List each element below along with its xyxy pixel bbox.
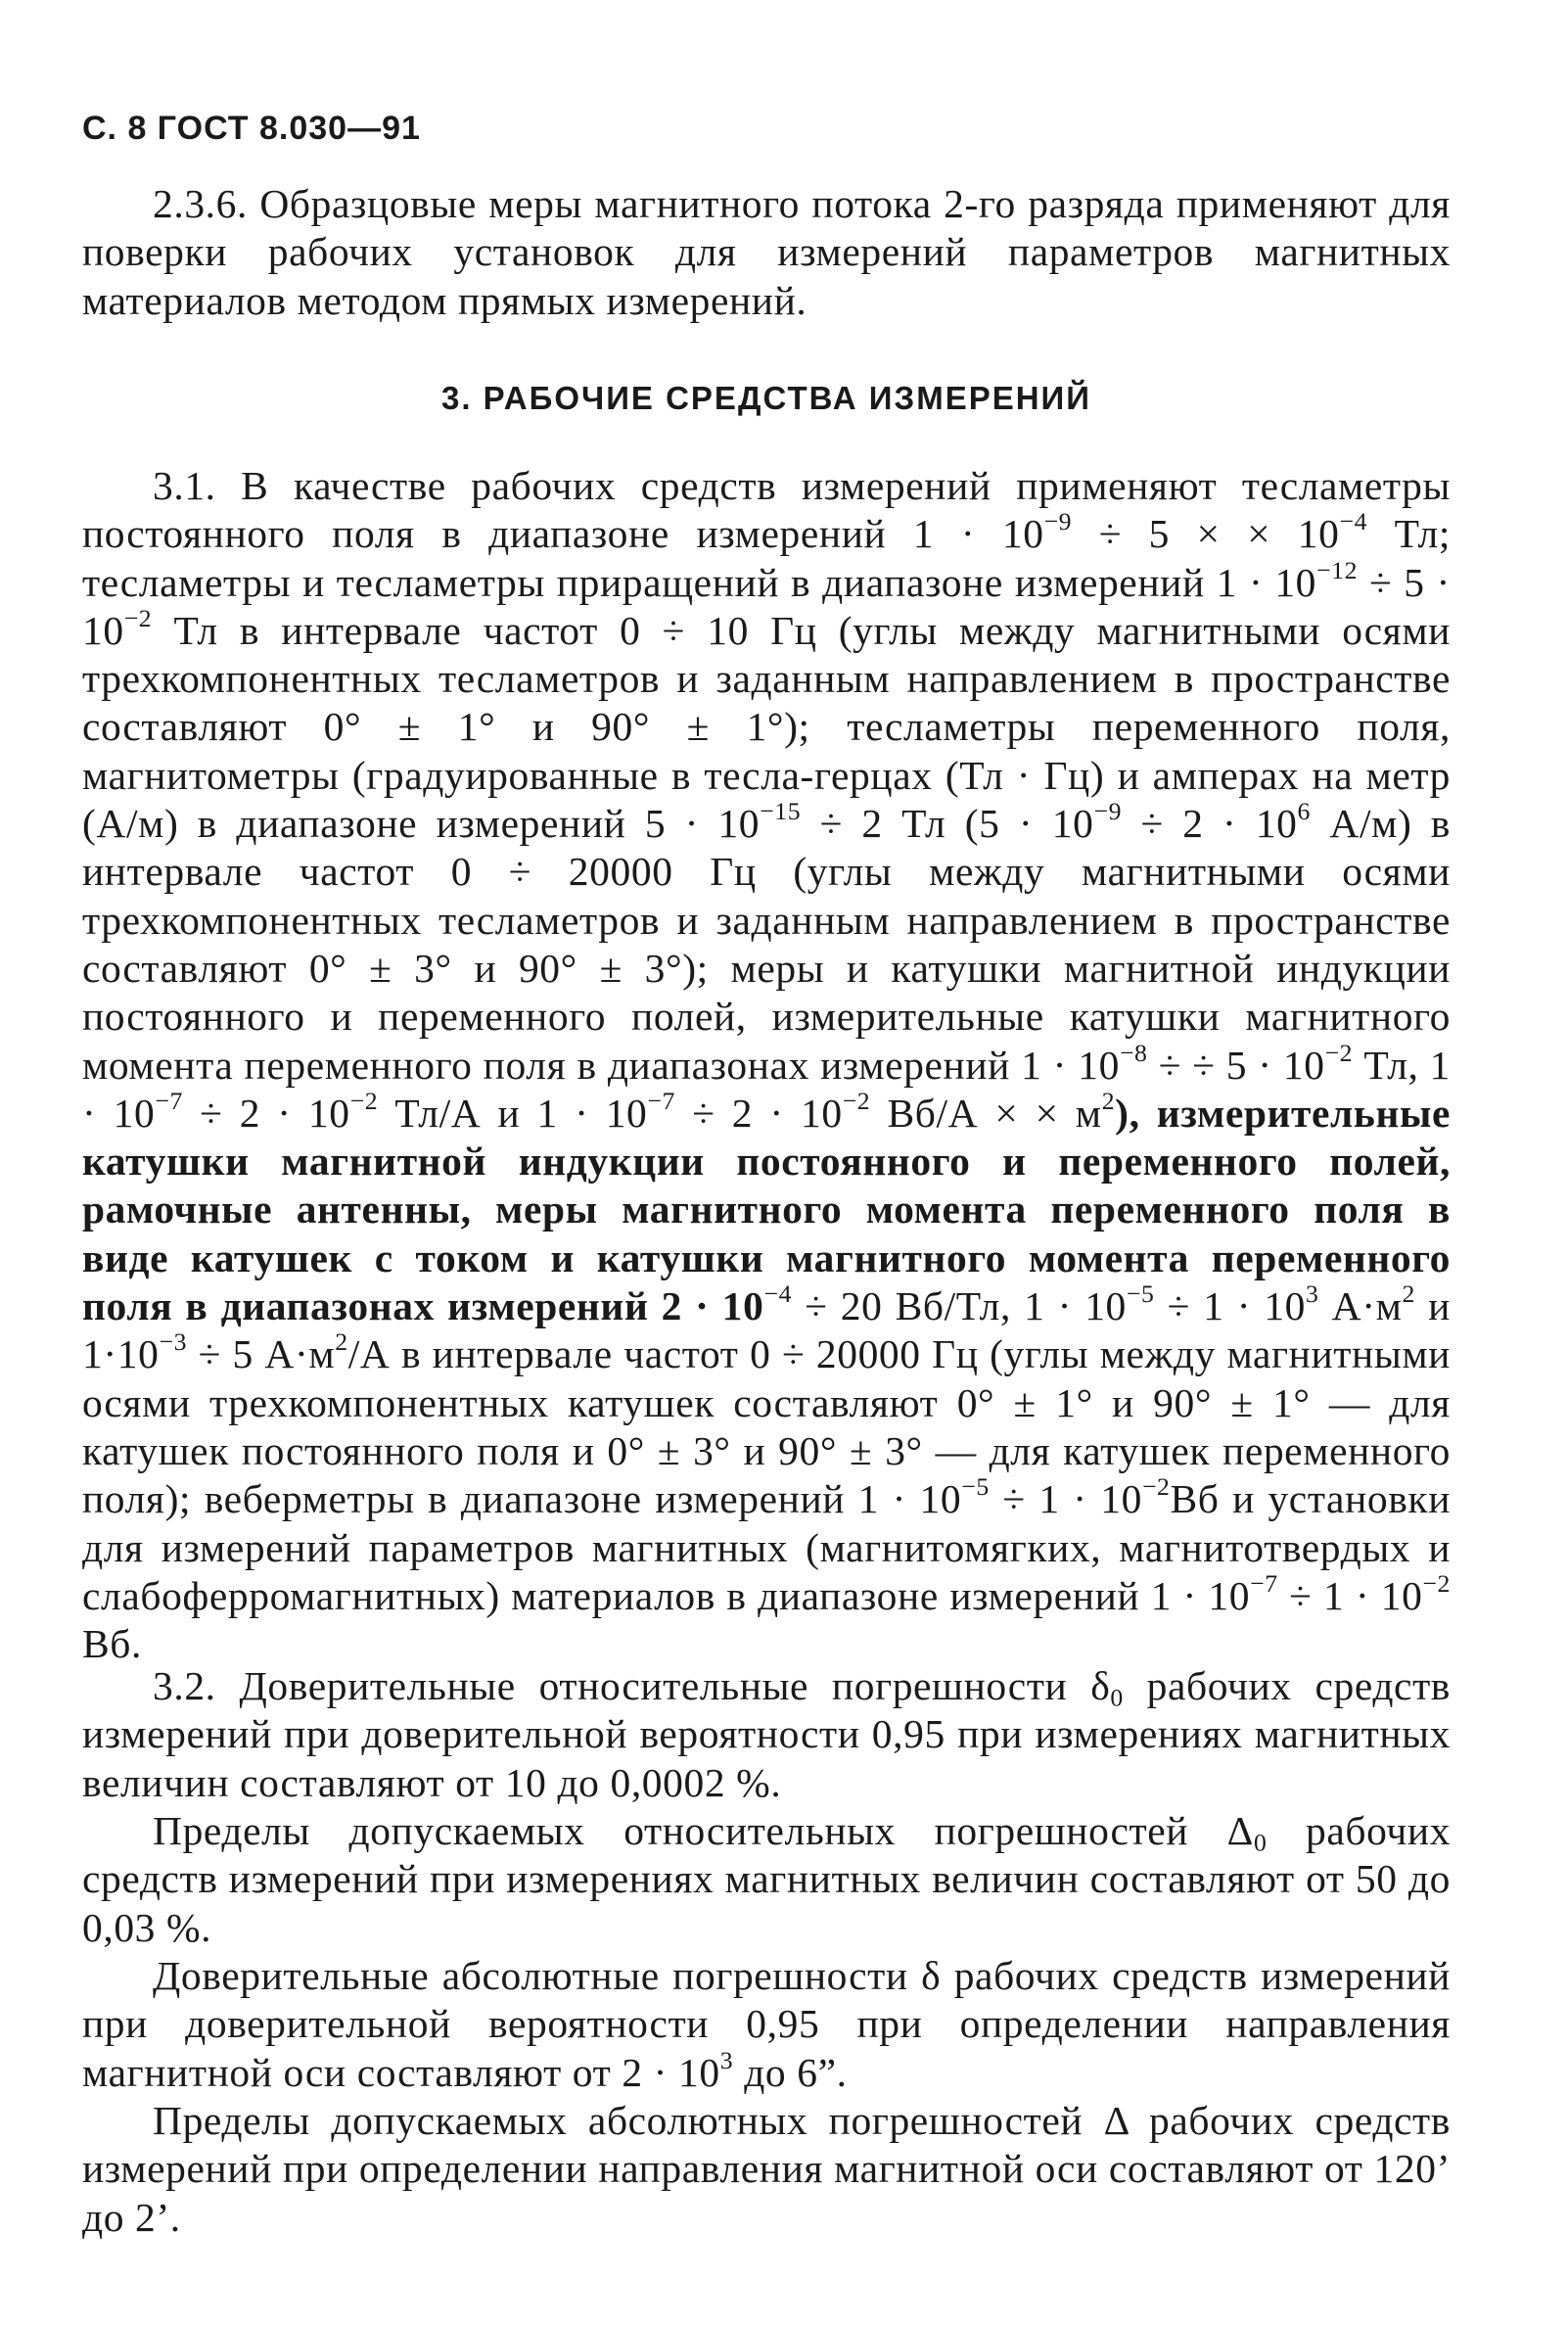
clause-3-1-text: А/м) в интервале частот 0 ÷ 20000 Гц (углы между магнитными осями трехкомпонентных тесламетров и заданным направлением в пространстве составляют 0° ± 3° и 90° ± 3°); меры и катушки магнитной индукции постоянного и переменного полей, измерительные катушки магнитного момента переменного поля в диапазонах измерений 1 · 10 xyxy=(82,801,1451,1088)
exponent: −4 xyxy=(763,1279,793,1309)
clause-3-2-text: рабочих средств измерений при измерениях магнитных величин составляют от 50 до 0,03 %. xyxy=(82,1808,1452,1950)
exponent: −3 xyxy=(159,1327,188,1357)
clause-3-2-text: Доверительные абсолютные погрешности δ рабочих средств измерений при доверительной вероятности 0,95 при определении направления магнитной оси составляют от 2 · 10 xyxy=(82,1953,1451,2095)
exponent: 2 xyxy=(1402,1279,1415,1309)
exponent: −2 xyxy=(842,1086,871,1115)
exponent: −2 xyxy=(1324,1038,1354,1067)
exponent: −7 xyxy=(647,1086,675,1115)
exponent: −5 xyxy=(1126,1279,1155,1309)
running-header: С. 8 ГОСТ 8.030—91 xyxy=(82,110,421,147)
clause-3-1-text: и 1·10 xyxy=(82,1283,1451,1377)
clause-3-1-text: Тл/А и 1 · 10 xyxy=(378,1090,648,1136)
exponent: 2 xyxy=(335,1327,348,1357)
clause-3-1-text: ÷ 2 · 10 xyxy=(1122,801,1298,847)
clause-3-1-text: ÷ 5 · 10 xyxy=(82,559,1451,653)
clause-3-1-text: ÷ 1 · 10 xyxy=(1154,1283,1307,1329)
subscript: 0 xyxy=(1110,1683,1124,1712)
clause-2-3-6: 2.3.6. Образцовые меры магнитного потока 2-го разряда применяют для поверки рабочих установок для измерений параметров магнитных материалов методом прямых измерений. xyxy=(82,181,1451,323)
exponent: 6 xyxy=(1297,797,1311,826)
clause-3-2-text: рабочих средств измерений при доверительной вероятности 0,95 при измерениях магнитных величин составляют от 10 до 0,0002 %. xyxy=(82,1663,1451,1805)
exponent: −12 xyxy=(1316,555,1359,584)
clause-3-1-text: ÷ 1 · 10 xyxy=(1277,1572,1423,1618)
clause-3-1-text: Вб/А × × м xyxy=(870,1090,1102,1136)
clause-3-1-text: Тл; тесламетры и тесламетры приращений в диапазоне измерений 1 · 10 xyxy=(82,511,1451,605)
exponent: −2 xyxy=(349,1086,379,1115)
clause-3-2-text: 3.2. Доверительные относительные погрешности δ xyxy=(153,1663,1111,1708)
exponent: −7 xyxy=(155,1086,183,1115)
exponent: 3 xyxy=(1306,1279,1319,1309)
clause-3-2-text: до 6”. xyxy=(733,2049,848,2095)
clause-3-1-text: ÷ ÷ 5 · 10 xyxy=(1147,1042,1325,1088)
clause-3-2-text: Пределы допускаемых относительных погрешностей Δ xyxy=(153,1808,1254,1853)
clause-3-1-text: ÷ 1 · 10 xyxy=(989,1476,1142,1522)
clause-3-1-text: ÷ 20 Вб/Тл, 1 · 10 xyxy=(792,1283,1127,1329)
clause-3-1-text: ÷ 5 × × 10 xyxy=(1072,511,1340,557)
clause-3-1-text: ÷ 5 А·м xyxy=(187,1331,336,1377)
clause-3-1-text: Вб и установки для измерений параметров магнитных (магнитомягких, магнитотвердых и слабоферромагнитных) материалов в диапазоне измерений 1 · 10 xyxy=(82,1476,1452,1618)
clause-3-1-text: 3.1. В качестве рабочих средств измерений применяют тесламетры постоянного поля в диапазоне измерений 1 · 10 xyxy=(82,463,1451,557)
exponent: −9 xyxy=(1043,507,1073,536)
clause-3-1-text: ÷ 2 · 10 xyxy=(182,1090,350,1136)
clause-3-2-paragraph-1 xyxy=(82,1662,1451,1807)
clause-3-1-text: Тл, 1 · 10 xyxy=(82,1042,1452,1136)
section-heading: 3. РАБОЧИЕ СРЕДСТВА ИЗМЕРЕНИЙ xyxy=(440,380,1091,416)
exponent: −15 xyxy=(760,797,802,826)
exponent: −2 xyxy=(1422,1568,1451,1598)
clause-3-1-text: ), измерительные катушки магнитной индукции постоянного и переменного полей, рамочные антенны, меры магнитного момента переменного поля в виде катушек с током и катушки магнитного момента переменного поля в диапазонах измерений 2 · 10 xyxy=(82,1090,1452,1329)
exponent: −2 xyxy=(123,603,153,632)
exponent: 2 xyxy=(1101,1086,1116,1115)
exponent: −7 xyxy=(1250,1568,1278,1598)
exponent: −5 xyxy=(961,1472,990,1502)
clause-3-1 xyxy=(82,462,1451,1668)
clause-3-2-paragraph-4: Пределы допускаемых абсолютных погрешностей Δ рабочих средств измерений при определении направления магнитной оси составляют от 120’ до 2’. xyxy=(82,2098,1451,2240)
subscript: 0 xyxy=(1253,1828,1268,1857)
clause-3-1-text: А·м xyxy=(1318,1283,1403,1329)
clause-3-1-text: ÷ 2 · 10 xyxy=(675,1090,843,1136)
clause-3-2-paragraph-2 xyxy=(82,1807,1451,1952)
exponent: −2 xyxy=(1141,1472,1171,1502)
clause-3-1-text: Тл в интервале частот 0 ÷ 10 Гц (углы между магнитными осями трехкомпонентных тесламетров и заданным направлением в пространстве составляют 0° ± 1° и 90° ± 1°); тесламетры переменного поля, магнитометры (градуированные в тесла-герцах (Тл · Гц) и амперах на метр (А/м) в диапазоне измерений 5 · 10 xyxy=(82,607,1451,847)
exponent: −4 xyxy=(1339,507,1368,536)
exponent: −9 xyxy=(1093,797,1123,826)
clause-3-2-paragraph-3 xyxy=(82,1952,1451,2097)
clause-3-1-text: /А в интервале частот 0 ÷ 20000 Гц (углы между магнитными осями трехкомпонентных катушек составляют 0° ± 1° и 90° ± 1° — для катушек постоянного поля и 0° ± 3° и 90° ± 3° — для катушек переменного поля); веберметры в диапазоне измерений 1 · 10 xyxy=(82,1331,1451,1522)
clause-3-1-text: ÷ 2 Тл (5 · 10 xyxy=(801,801,1094,847)
clause-3-1-text: Вб. xyxy=(82,1621,142,1667)
exponent: 3 xyxy=(719,2045,734,2074)
exponent: −8 xyxy=(1119,1038,1148,1067)
